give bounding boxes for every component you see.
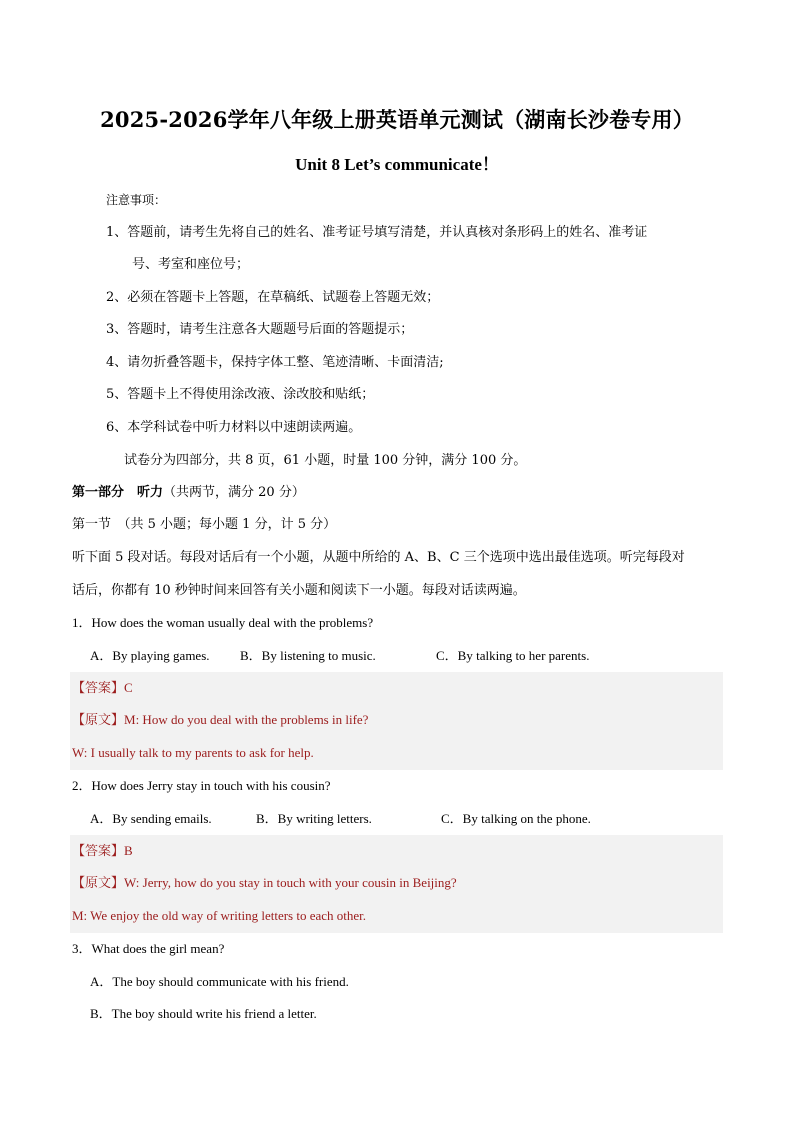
- question-1-option-a: A．By playing games.: [90, 648, 210, 663]
- notice-item-4: 4、请勿折叠答题卡，保持字体工整、笔迹清晰、卡面清洁;: [106, 355, 444, 370]
- script-tag: 【原文】: [72, 876, 125, 891]
- question-2-answer: [72, 842, 133, 861]
- question-1-script-line-2: W: I usually talk to my parents to ask for help.: [72, 745, 314, 760]
- unit-subtitle: Unit 8 Let’s communicate！: [295, 155, 499, 174]
- notice-heading: 注意事项：: [106, 193, 167, 207]
- answer-value: C: [124, 680, 133, 695]
- script-line: W: Jerry, how do you stay in touch with your cousin in Beijing?: [124, 875, 457, 890]
- part1-detail: （共两节，满分 20 分）: [163, 485, 305, 500]
- section1-heading: 第一节 （共 5 小题；每小题 1 分，计 5 分）: [72, 517, 337, 532]
- question-2-script: [72, 874, 457, 893]
- question-2-stem: 2．How does Jerry stay in touch with his cousin?: [72, 778, 331, 793]
- notice-item-1: 1、答题前，请考生先将自己的姓名、准考证号填写清楚，并认真核对条形码上的姓名、准考证: [106, 225, 648, 240]
- answer-tag: 【答案】: [72, 844, 125, 859]
- question-2-option-b: B．By writing letters.: [256, 811, 372, 826]
- question-1-stem: 1．How does the woman usually deal with the problems?: [72, 615, 374, 630]
- page-title: 2025-2026学年八年级上册英语单元测试（湖南长沙卷专用）: [100, 107, 694, 132]
- notice-summary: 试卷分为四部分，共 8 页，61 小题，时量 100 分钟，满分 100 分。: [124, 453, 527, 468]
- script-tag: 【原文】: [72, 713, 125, 728]
- question-3-stem: 3．What does the girl mean?: [72, 941, 225, 956]
- script-line: M: How do you deal with the problems in life?: [124, 712, 369, 727]
- notice-item-5: 5、答题卡上不得使用涂改液、涂改胶和贴纸；: [106, 387, 375, 402]
- question-1-script: [72, 711, 368, 730]
- question-1-option-c: C．By talking to her parents.: [436, 648, 590, 663]
- notice-item-2: 2、必须在答题卡上答题，在草稿纸、试题卷上答题无效；: [106, 290, 440, 305]
- notice-item-6: 6、本学科试卷中听力材料以中速朗读两遍。: [106, 420, 362, 435]
- question-3-option-b: B．The boy should write his friend a letter.: [90, 1006, 317, 1021]
- answer-tag: 【答案】: [72, 681, 125, 696]
- question-3-option-a: A．The boy should communicate with his friend.: [90, 974, 349, 989]
- answer-value: B: [124, 843, 133, 858]
- section1-instruction-2: 话后，你都有 10 秒钟时间来回答有关小题和阅读下一小题。每段对话读两遍。: [72, 583, 526, 598]
- notice-item-1-cont: 号、考室和座位号；: [132, 257, 250, 272]
- section1-instruction-1: 听下面 5 段对话。每段对话后有一个小题，从题中所给的 A、B、C 三个选项中选出最佳选项。听完每段对: [72, 550, 685, 565]
- question-1-answer: [72, 679, 133, 698]
- question-2-script-line-2: M: We enjoy the old way of writing letters to each other.: [72, 908, 367, 923]
- question-2-option-a: A．By sending emails.: [90, 811, 212, 826]
- part1-label: 第一部分 听力: [72, 485, 164, 500]
- question-1-option-b: B．By listening to music.: [240, 648, 376, 663]
- part1-heading: [72, 484, 305, 502]
- notice-item-3: 3、答题时，请考生注意各大题题号后面的答题提示；: [106, 322, 414, 337]
- question-2-option-c: C．By talking on the phone.: [441, 811, 591, 826]
